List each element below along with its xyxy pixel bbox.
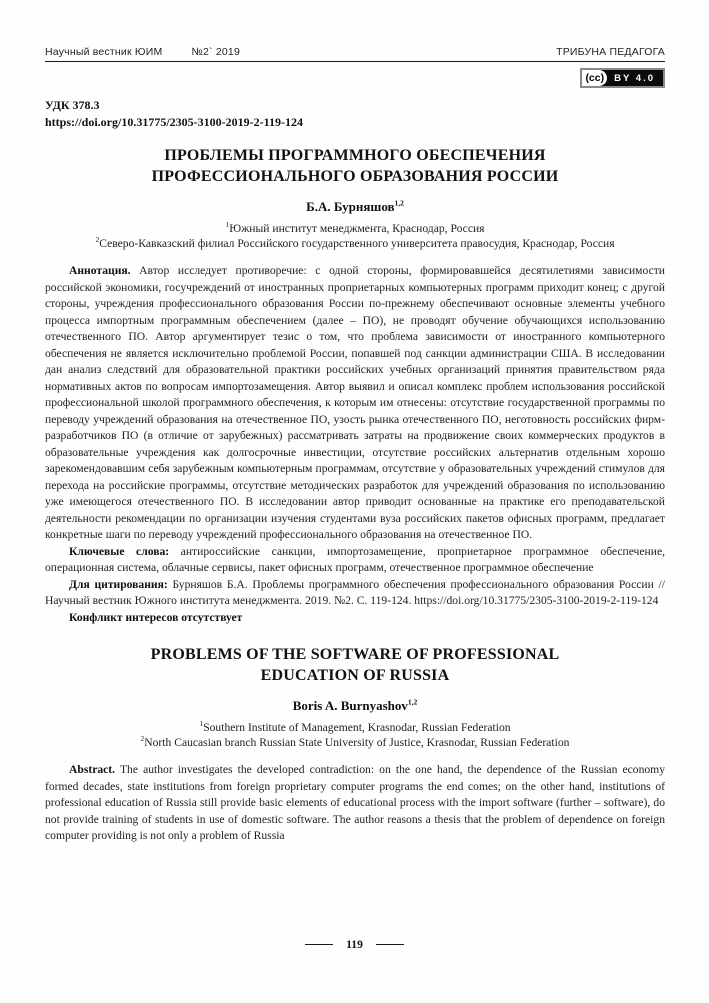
affiliations-en [45,720,665,750]
journal-name: Научный вестник ЮИМ [45,46,163,58]
citation-ru [45,577,665,610]
affiliation-ru-1-text: Южный институт менеджмента, Краснодар, Россия [229,222,485,235]
article-title-en [45,644,665,686]
cc-license-badge[interactable] [580,68,665,88]
article-title-en-line1: PROBLEMS OF THE SOFTWARE OF PROFESSIONAL [150,646,560,663]
affiliation-ru-2 [45,236,665,251]
abstract-ru-label: Аннотация. [69,264,131,277]
affiliation-en-2-superscript: 2 [140,734,145,744]
article-meta [45,97,665,131]
author-en-superscript: 1,2 [407,697,418,707]
page-number: 119 [346,938,363,951]
article-title-ru [45,145,665,187]
article-title-en-line2: EDUCATION OF RUSSIA [260,667,450,684]
affiliation-en-1-text: Southern Institute of Management, Krasnodar, Russian Federation [203,721,511,734]
conflict-statement: Конфликт интересов отсутствует [69,610,243,624]
abstract-en-label: Abstract. [69,763,116,776]
citation-ru-label: Для цитирования: [69,577,168,591]
author-en-name: Boris A. Burnyashov [292,698,408,713]
citation-ru-text: Бурняшов Б.А. Проблемы программного обеспечения профессионального образования России // Научный вестник Южного института менеджмента. 2019. №2. С. 119-124. https://doi.org/10.31775/2305-3100-2019-2-119-124 [45,577,665,607]
keywords-ru-label: Ключевые слова: [69,544,170,558]
article-title-ru-line1: ПРОБЛЕМЫ ПРОГРАММНОГО ОБЕСПЕЧЕНИЯ [164,147,546,164]
abstract-ru [45,263,665,544]
abstract-en [45,762,665,845]
keywords-ru-text: антироссийские санкции, импортозамещение, проприетарное программное обеспечение, операционная система, облачные сервисы, пакет офисных программ, отечественное программное обеспечение [45,544,665,574]
header-divider [45,61,665,62]
affiliations-ru [45,221,665,251]
doi-link[interactable]: https://doi.org/10.31775/2305-3100-2019-2-119-124 [45,115,303,129]
cc-license-label: BY 4.0 [614,72,655,84]
affiliation-en-1 [45,720,665,735]
page-number-dash-left [305,944,333,946]
abstract-en-block [45,762,665,845]
issue-number: №2` 2019 [191,46,240,58]
keywords-ru [45,544,665,577]
page-number-row [0,938,709,951]
section-label: ТРИБУНА ПЕДАГОГА [556,46,665,58]
affiliation-ru-1 [45,221,665,236]
page-number-dash-right [376,944,404,946]
affiliation-ru-1-superscript: 1 [225,220,230,230]
author-ru-name: Б.А. Бурняшов [306,199,395,214]
udc-number: УДК 378.3 [45,98,100,112]
affiliation-en-2-text: North Caucasian branch Russian State University of Justice, Krasnodar, Russian Federation [144,736,570,749]
abstract-ru-block [45,263,665,626]
abstract-en-text: The author investigates the developed contradiction: on the one hand, the dependence of the Russian economy formed decades, state institutions from foreign proprietary computer programs the end comes; on the other hand, institutions of professional education of Russia still provide basic elements of educational process with the import software (further – software), do not provide training of students in use of domestic software. The author reasons a thesis that the problem of dependence on foreign computer providing is not only a problem of Russia [45,763,665,842]
running-head [45,46,665,58]
affiliation-en-1-superscript: 1 [199,719,204,729]
author-ru-superscript: 1,2 [394,198,404,208]
author-en [45,698,665,714]
affiliation-ru-2-superscript: 2 [95,235,100,245]
cc-icon: (cc) [582,70,607,86]
license-badge-row [45,68,665,88]
running-head-left [45,46,266,58]
affiliation-en-2 [45,735,665,750]
abstract-ru-text: Автор исследует противоречие: с одной стороны, формировавшейся десятилетиями зависимости российской экономики, госучреждений от иностранных проприетарных компьютерных программ приходит конец; с другой стороны, учреждения профессионального образования России по-прежнему обеспечивают основные элементы учебного процесса импортным программным обеспечением (далее – ПО), не проводят обучение обучающихся использованию отечественного ПО. Автор аргументирует тезис о том, что проблема зависимости от иностранного компьютерного обеспечения не является исключительно проблемой России, попавшей под санкции администрации США. В исследовании дан анализ следствий для образовательной практики российских учебных организаций принятия правительством ряда нормативных актов по вопросам импортозамещения. Автор выявил и описал комплекс проблем использования российской профессиональной школой программного обеспечения, к которым им отнесены: отсутствие государственной программы по переводу учреждений образования на отечественное ПО, узость рынка отечественного ПО, неготовность российских фирм-разработчиков ПО (в отличие от зарубежных) рассматривать затраты на продвижение своих коммерческих продуктов в образовательные учреждения как долгосрочные инвестиции, отсутствие российских альтернатив отдельным хорошо зарекомендовавшим себя зарубежным компьютерным программам, отсутствие у образовательных учреждений стимулов для перехода на российские программы, отсутствие методических разработок для учреждений образования по использованию уже имеющегося отечественного ПО. В исследовании автор приводит основанные на практике его преподавательской деятельности рекомендации по организации изучения студентами вуза российских пакетов офисных программ, предлагает конкретные шаги по переводу учреждений профессионального образования на отечественное ПО. [45,264,665,541]
author-ru [45,199,665,215]
article-title-ru-line2: ПРОФЕССИОНАЛЬНОГО ОБРАЗОВАНИЯ РОССИИ [151,168,559,185]
affiliation-ru-2-text: Северо-Кавказский филиал Российского государственного университета правосудия, Краснодар, Россия [99,237,615,250]
